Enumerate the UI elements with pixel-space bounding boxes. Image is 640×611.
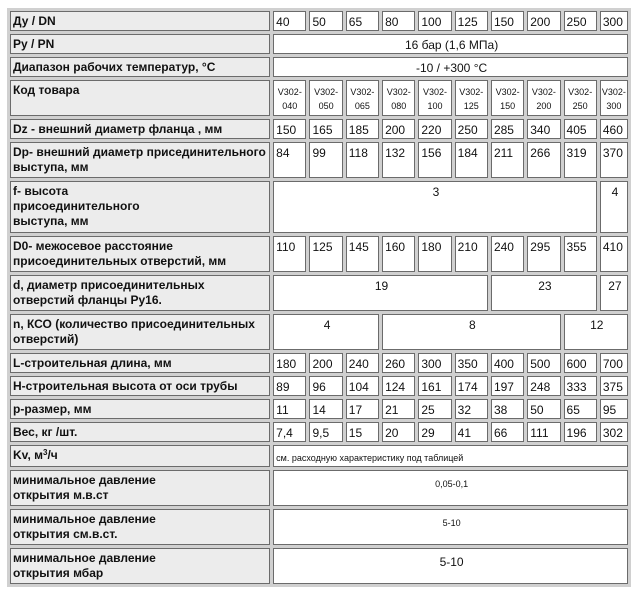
cell: 400	[491, 353, 524, 373]
row-p	[10, 399, 628, 419]
cell: 700	[600, 353, 628, 373]
cell: 17	[346, 399, 379, 419]
cell: 9,5	[309, 422, 342, 442]
cell: 32	[455, 399, 488, 419]
cell: 375	[600, 376, 628, 396]
cell: 285	[491, 119, 524, 139]
cell: V302-100	[418, 80, 451, 116]
cell: 196	[564, 422, 597, 442]
cell: 165	[309, 119, 342, 139]
row-label: D0- межосевое расстояние присоединительных отверстий, мм	[10, 236, 270, 272]
cell: 125	[455, 11, 488, 31]
cell: 266	[527, 142, 560, 178]
cell: 38	[491, 399, 524, 419]
row-label: Вес, кг /шт.	[10, 422, 270, 442]
cell: 0,05-0,1	[273, 470, 628, 506]
cell: 96	[309, 376, 342, 396]
row-label: минимальное давление открытия м.в.ст	[10, 470, 270, 506]
cell: 95	[600, 399, 628, 419]
cell: 300	[418, 353, 451, 373]
cell: 161	[418, 376, 451, 396]
row-label: минимальное давление открытия см.в.ст.	[10, 509, 270, 545]
row-label: Ду / DN	[10, 11, 270, 31]
cell: 124	[382, 376, 415, 396]
cell: 184	[455, 142, 488, 178]
cell: 80	[382, 11, 415, 31]
kv-label-main: Kv, м	[13, 448, 43, 462]
cell: V302-125	[455, 80, 488, 116]
kv-label-tail: /ч	[47, 448, 58, 462]
row-d0	[10, 236, 628, 272]
row-label: H-строительная высота от оси трубы	[10, 376, 270, 396]
cell: 460	[600, 119, 628, 139]
cell: V302-080	[382, 80, 415, 116]
cell: 14	[309, 399, 342, 419]
cell: 240	[346, 353, 379, 373]
cell: 333	[564, 376, 597, 396]
cell: 12	[564, 314, 628, 350]
row-label: Ру / PN	[10, 34, 270, 54]
cell: 100	[418, 11, 451, 31]
row-label: р-размер, мм	[10, 399, 270, 419]
row-label	[10, 445, 270, 467]
cell: 500	[527, 353, 560, 373]
cell: 4	[600, 181, 628, 233]
row-label: Dz - внешний диаметр фланца , мм	[10, 119, 270, 139]
row-label: f- высота присоединительного выступа, мм	[10, 181, 270, 233]
cell: 200	[527, 11, 560, 31]
cell: 319	[564, 142, 597, 178]
cell: V302-065	[346, 80, 379, 116]
cell: 250	[455, 119, 488, 139]
row-label: Dp- внешний диаметр присединительного выступа, мм	[10, 142, 270, 178]
row-dp	[10, 142, 628, 178]
cell: 250	[564, 11, 597, 31]
row-code	[10, 80, 628, 116]
cell: 5-10	[273, 548, 628, 584]
cell: V302-250	[564, 80, 597, 116]
cell: 65	[564, 399, 597, 419]
row-l	[10, 353, 628, 373]
cell: 150	[273, 119, 306, 139]
kv-label-sup: 3	[43, 448, 48, 457]
cell: 600	[564, 353, 597, 373]
cell: 5-10	[273, 509, 628, 545]
cell: 156	[418, 142, 451, 178]
row-min-mvst	[10, 470, 628, 506]
cell: 132	[382, 142, 415, 178]
cell: V302-300	[600, 80, 628, 116]
cell: -10 / +300 °C	[273, 57, 628, 77]
cell: 99	[309, 142, 342, 178]
row-h	[10, 376, 628, 396]
cell: 65	[346, 11, 379, 31]
cell: 300	[600, 11, 628, 31]
cell: 302	[600, 422, 628, 442]
cell: 210	[455, 236, 488, 272]
row-min-mbar	[10, 548, 628, 584]
row-d	[10, 275, 628, 311]
cell: 350	[455, 353, 488, 373]
cell: 16 бар (1,6 МПа)	[273, 34, 628, 54]
cell: 41	[455, 422, 488, 442]
cell: 110	[273, 236, 306, 272]
cell: 15	[346, 422, 379, 442]
cell: 260	[382, 353, 415, 373]
row-label: L-строительная длина, мм	[10, 353, 270, 373]
cell: 340	[527, 119, 560, 139]
cell: V302-040	[273, 80, 306, 116]
spec-table	[7, 8, 631, 587]
row-kv	[10, 445, 628, 467]
cell: V302-050	[309, 80, 342, 116]
cell: 295	[527, 236, 560, 272]
cell: 405	[564, 119, 597, 139]
cell: 21	[382, 399, 415, 419]
cell: 248	[527, 376, 560, 396]
cell: 40	[273, 11, 306, 31]
row-dn	[10, 11, 628, 31]
cell: 20	[382, 422, 415, 442]
cell: 180	[273, 353, 306, 373]
cell: 50	[527, 399, 560, 419]
cell: 145	[346, 236, 379, 272]
row-label: d, диаметр присоединительных отверстий фланцы Ру16.	[10, 275, 270, 311]
cell: 27	[600, 275, 628, 311]
cell: 89	[273, 376, 306, 396]
cell: 185	[346, 119, 379, 139]
cell: 118	[346, 142, 379, 178]
cell: V302-200	[527, 80, 560, 116]
row-pn	[10, 34, 628, 54]
cell: 11	[273, 399, 306, 419]
cell: 160	[382, 236, 415, 272]
cell: 84	[273, 142, 306, 178]
cell: 410	[600, 236, 628, 272]
cell: 150	[491, 11, 524, 31]
cell: V302-150	[491, 80, 524, 116]
row-f	[10, 181, 628, 233]
cell: 104	[346, 376, 379, 396]
cell: 66	[491, 422, 524, 442]
row-dz	[10, 119, 628, 139]
cell: 8	[382, 314, 560, 350]
cell: 197	[491, 376, 524, 396]
cell: 174	[455, 376, 488, 396]
row-weight	[10, 422, 628, 442]
row-temp	[10, 57, 628, 77]
cell: 355	[564, 236, 597, 272]
row-label: n, КСО (количество присоединительных отверстий)	[10, 314, 270, 350]
cell: 50	[309, 11, 342, 31]
cell: 25	[418, 399, 451, 419]
cell: 240	[491, 236, 524, 272]
cell: 111	[527, 422, 560, 442]
cell: 7,4	[273, 422, 306, 442]
cell: 3	[273, 181, 597, 233]
row-label: Код товара	[10, 80, 270, 116]
cell: 200	[382, 119, 415, 139]
cell: 4	[273, 314, 379, 350]
cell: 200	[309, 353, 342, 373]
cell: 370	[600, 142, 628, 178]
cell: см. расходную характеристику под таблицей	[273, 445, 628, 467]
cell: 19	[273, 275, 488, 311]
cell: 125	[309, 236, 342, 272]
row-min-smvst	[10, 509, 628, 545]
row-n	[10, 314, 628, 350]
cell: 211	[491, 142, 524, 178]
cell: 220	[418, 119, 451, 139]
row-label: Диапазон рабочих температур, °C	[10, 57, 270, 77]
cell: 29	[418, 422, 451, 442]
row-label: минимальное давление открытия мбар	[10, 548, 270, 584]
cell: 180	[418, 236, 451, 272]
cell: 23	[491, 275, 597, 311]
